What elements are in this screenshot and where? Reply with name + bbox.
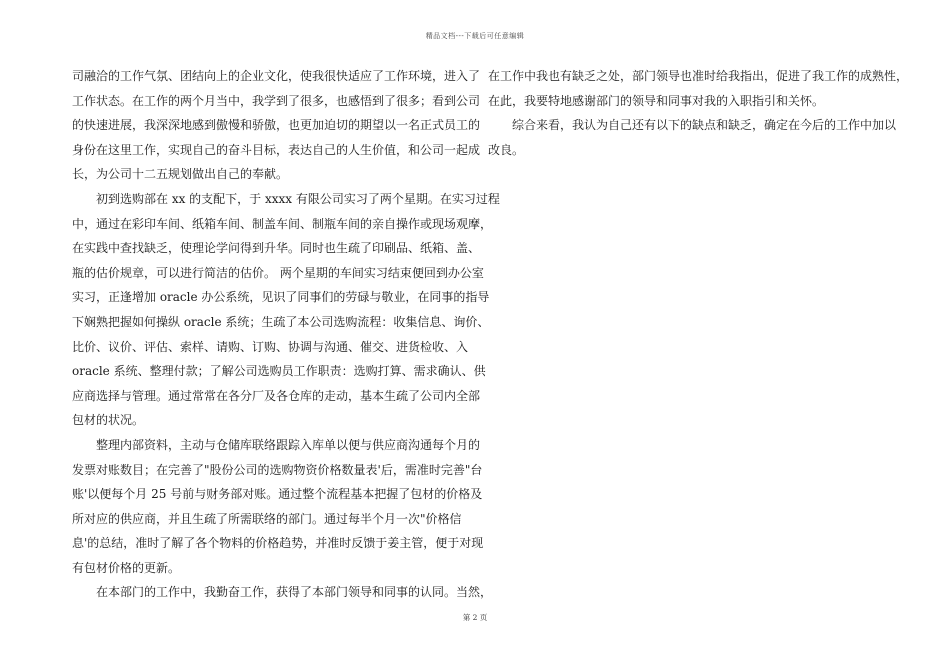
text-line: 包材的状况。 — [72, 413, 145, 428]
text-line: 司融洽的工作气氛、团结向上的企业文化，使我很快适应了工作环境，进入了 — [72, 69, 481, 83]
text-line: 实习，正逢增加 oracle 办公系统，见识了同事们的劳碌与敬业，在同事的指导 — [72, 290, 490, 305]
text-line: 的快速进展，我深深地感到傲慢和骄傲，也更加迫切的期望以一名正式员工的 — [72, 118, 481, 133]
text-line: 工作状态。在工作的两个月当中，我学到了很多，也感悟到了很多；看到公司 — [72, 93, 481, 108]
left-text-column — [72, 64, 500, 605]
text-line: 瓶的估价规章，可以进行简洁的估价。 两个星期的车间实习结束便回到办公室 — [72, 265, 484, 280]
text-line: 初到选购部在 xx 的支配下，于 xxxx 有限公司实习了两个星期。在实习过程 — [96, 191, 500, 206]
text-line: oracle 系统、整理付款；了解公司选购员工作职责：选购打算、需求确认、供 — [72, 364, 486, 379]
text-line: 所对应的供应商，并且生疏了所需联络的部门。通过每半个月一次"价格信 — [72, 511, 462, 526]
page-number: 第 2 页 — [462, 613, 488, 622]
text-line: 账'以便每个月 25 号前与财务部对账。通过整个流程基本把握了包材的价格及 — [72, 487, 483, 502]
text-line: 中，通过在彩印车间、纸箱车间、制盖车间、制瓶车间的亲自操作或现场观摩， — [72, 216, 493, 231]
text-line: 有包材价格的更新。 — [72, 560, 181, 575]
text-line: 综合来看，我认为自己还有以下的缺点和缺乏，确定在今后的工作中加以 — [512, 118, 897, 133]
text-line: 长，为公司十二五规划做出自己的奉献。 — [72, 167, 289, 182]
text-line: 息'的总结，准时了解了各个物料的价格趋势，并准时反馈于姜主管，便于对现 — [72, 536, 484, 551]
text-line: 在此，我要特地感谢部门的领导和同事对我的入职指引和关怀。 — [488, 93, 825, 108]
text-line: 应商选择与管理。通过常常在各分厂及各仓库的走动，基本生疏了公司内全部 — [72, 388, 481, 403]
page-header: 精品文档---下载后可任意编辑 — [425, 32, 525, 40]
text-line: 下娴熟把握如何操纵 oracle 系统；生疏了本公司选购流程：收集信息、询价、 — [72, 314, 490, 329]
text-line: 改良。 — [488, 142, 525, 157]
text-line: 在本部门的工作中，我勤奋工作，获得了本部门领导和同事的认同。当然， — [96, 585, 493, 600]
text-line: 整理内部资料，主动与仓储库联络跟踪入库单以便与供应商沟通每个月的 — [96, 437, 481, 452]
text-line: 在实践中查找缺乏，使理论学问得到升华。同时也生疏了印刷品、纸箱、盖、 — [72, 241, 481, 256]
text-line: 发票对账数目；在完善了"股份公司的选购物资价格数量表'后，需准时完善"台 — [72, 462, 483, 477]
right-text-column — [488, 64, 909, 162]
text-line: 身份在这里工作，实现自己的奋斗目标，表达自己的人生价值，和公司一起成 — [72, 142, 481, 157]
text-line: 比价、议价、评估、索样、请购、订购、协调与沟通、催交、进货检收、入 — [72, 339, 469, 354]
text-line: 在工作中我也有缺乏之处，部门领导也准时给我指出，促进了我工作的成熟性， — [488, 69, 909, 83]
